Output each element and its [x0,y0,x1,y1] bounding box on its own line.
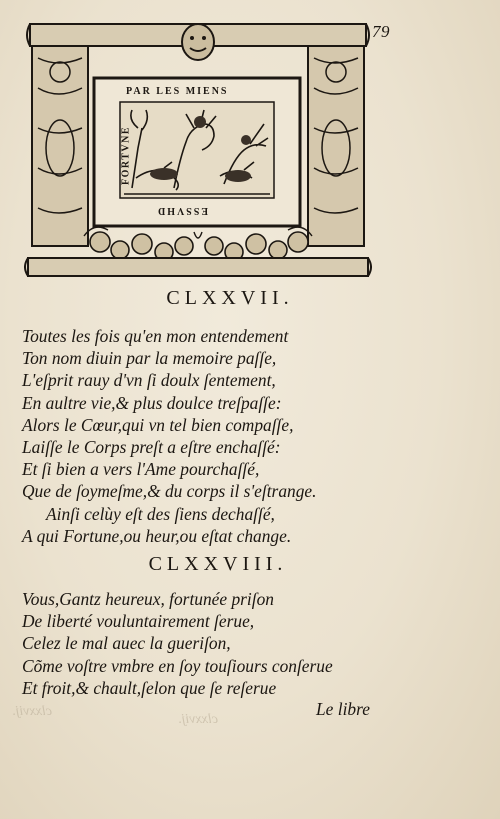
dizain-number: CLXXVII. [166,287,294,309]
verse-line: Celez le mal auec la gueriſon, [22,633,231,654]
verse-line: Laiſſe le Corps preſt a eſtre enchaſſé: [22,437,281,458]
verse-line: Et froit,& chault,ſelon que ſe reſerue [22,677,277,698]
verse-line: Ton nom diuin par la memoire paſſe, [22,348,277,369]
verse-line: Cõme voſtre vmbre en ſoy touſiours conſerue [22,655,333,676]
verse-line: Vous,Gantz heureux, fortunée priſon [22,589,274,609]
verse-line: Ainſi celùy eſt des ſiens dechaſſé, [46,503,275,524]
verse-line: Que de ſoymeſme,& du corps il s'eſtrange. [22,481,317,502]
verse-line: Toutes les fois qu'en mon entendement [22,326,289,346]
emblem-motto-top: PAR LES MIENS [126,86,229,97]
catchword: Le libre [316,699,370,719]
verse-line: L'eſprit rauy d'vn ſi doulx ſentement, [22,370,276,391]
show-through-text-left: clxxvij. [12,704,53,719]
verse-line: Et ſi bien a vers l'Ame pourchaſſé, [22,459,260,480]
emblem-frame-illustration [24,18,372,280]
dizain-verse [22,325,316,547]
verse-line: A qui Fortune,ou heur,ou eſtat change. [22,525,292,546]
dizain-number: CLXXVIII. [148,553,288,575]
dizain-verse [22,588,333,699]
woodcut-emblem [24,18,372,280]
emblem-motto-left: FORTVNE [120,125,132,186]
verse-line: En aultre vie,& plus doulce treſpaſſe: [22,392,282,413]
emblem-motto-bottom: ESSVHD [156,205,209,216]
show-through-text-center: clxxvij. [178,712,219,727]
page-number: 79 [372,22,390,41]
verse-line: De liberté vouluntairement ſerue, [22,611,255,632]
verse-line: Alors le Cœur,qui vn tel bien compaſſe, [22,414,294,435]
